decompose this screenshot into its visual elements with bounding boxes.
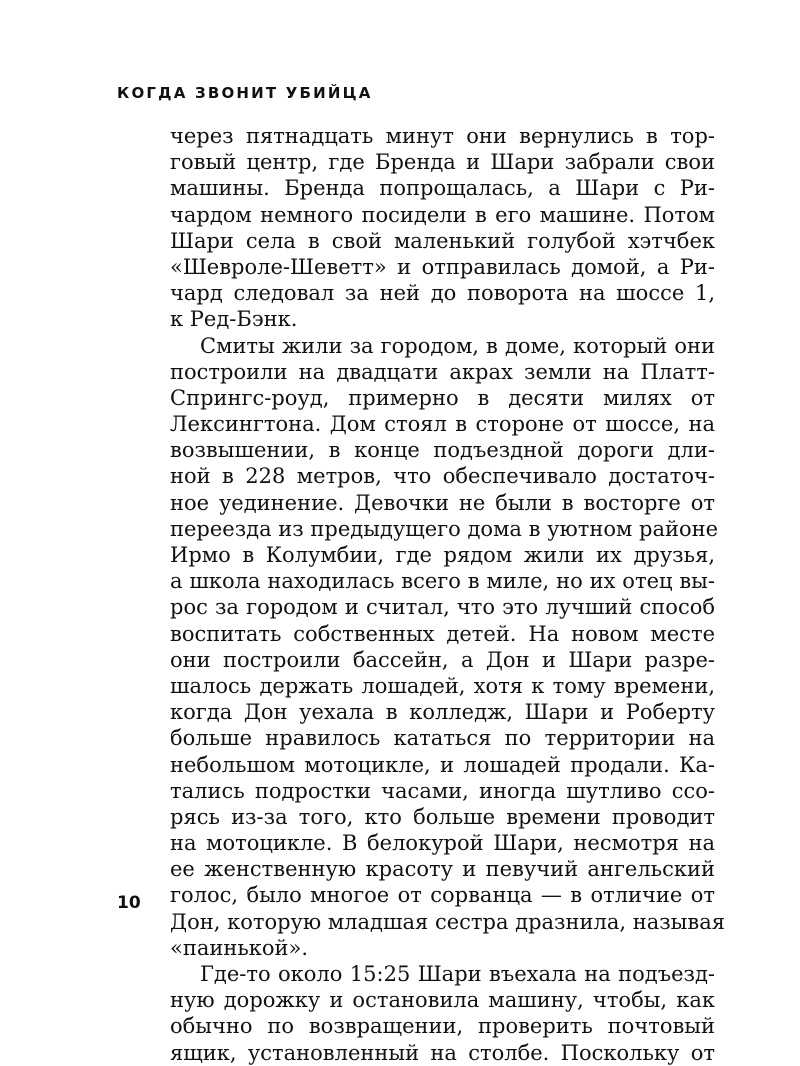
body-text xyxy=(170,123,725,1066)
text-line: тались подростки часами, иногда шутливо ссо- xyxy=(170,778,715,803)
text-line: машины. Бренда попрощалась, а Шари с Ри- xyxy=(170,176,715,201)
text-line: говый центр, где Бренда и Шари забрали свои xyxy=(170,150,715,175)
text-line: к Ред-Бэнк. xyxy=(170,307,298,332)
text-line: больше нравилось кататься по территории на xyxy=(170,726,715,751)
text-line: Смиты жили за городом, в доме, который они xyxy=(200,333,715,358)
text-line: возвышении, в конце подъездной дороги дли- xyxy=(170,438,715,463)
text-line: Лексингтона. Дом стоял в стороне от шоссе, на xyxy=(170,412,715,437)
text-line: небольшом мотоцикле, и лошадей продали. Ка- xyxy=(170,752,715,777)
text-line: а школа находилась всего в миле, но их отец вы- xyxy=(170,569,715,594)
text-line: Спрингс-роуд, примерно в десяти милях от xyxy=(170,385,715,410)
text-line: шалось держать лошадей, хотя к тому времени, xyxy=(170,673,715,698)
page-number: 10 xyxy=(117,893,141,913)
text-line: ее женственную красоту и певучий ангельский xyxy=(170,857,715,882)
text-line: «Шевроле-Шеветт» и отправилась домой, а Ри- xyxy=(170,254,715,279)
text-line: Ирмо в Колумбии, где рядом жили их друзья, xyxy=(170,543,715,567)
text-line: чард следовал за ней до поворота на шоссе 1, xyxy=(170,281,715,306)
text-line: на мотоцикле. В белокурой Шари, несмотря на xyxy=(170,831,715,856)
text-line: рясь из-за того, кто больше времени проводит xyxy=(170,804,715,829)
text-line: Шари села в свой маленький голубой хэтчбек xyxy=(170,228,715,253)
text-line: воспитать собственных детей. На новом месте xyxy=(170,621,715,646)
running-head: КОГДА ЗВОНИТ УБИЙЦА xyxy=(117,84,373,102)
text-line: переезда из предыдущего дома в уютном районе xyxy=(170,516,719,541)
text-line: обычно по возвращении, проверить почтовый xyxy=(170,1014,715,1039)
text-line: они построили бассейн, а Дон и Шари разре- xyxy=(170,647,715,672)
text-line: рос за городом и считал, что это лучший способ xyxy=(170,595,715,620)
text-line: когда Дон уехала в колледж, Шари и Роберту xyxy=(170,700,715,725)
text-line: ную дорожку и остановила машину, чтобы, как xyxy=(170,988,715,1013)
text-line: чардом немного посидели в его машине. Потом xyxy=(170,202,715,227)
text-line: «паинькой». xyxy=(170,935,309,960)
text-line: голос, было многое от сорванца — в отличие от xyxy=(170,883,715,908)
text-line: построили на двадцати акрах земли на Платт- xyxy=(170,359,715,384)
text-line: ящик, установленный на столбе. Поскольку от xyxy=(170,1040,715,1065)
text-line: ной в 228 метров, что обеспечивало достаточ- xyxy=(170,464,715,489)
text-line: ное уединение. Девочки не были в восторге от xyxy=(170,490,715,515)
text-line: Дон, которую младшая сестра дразнила, называя xyxy=(170,909,725,934)
text-line: Где-то около 15:25 Шари въехала на подъезд- xyxy=(200,962,715,986)
text-line: через пятнадцать минут они вернулись в тор- xyxy=(170,124,715,148)
